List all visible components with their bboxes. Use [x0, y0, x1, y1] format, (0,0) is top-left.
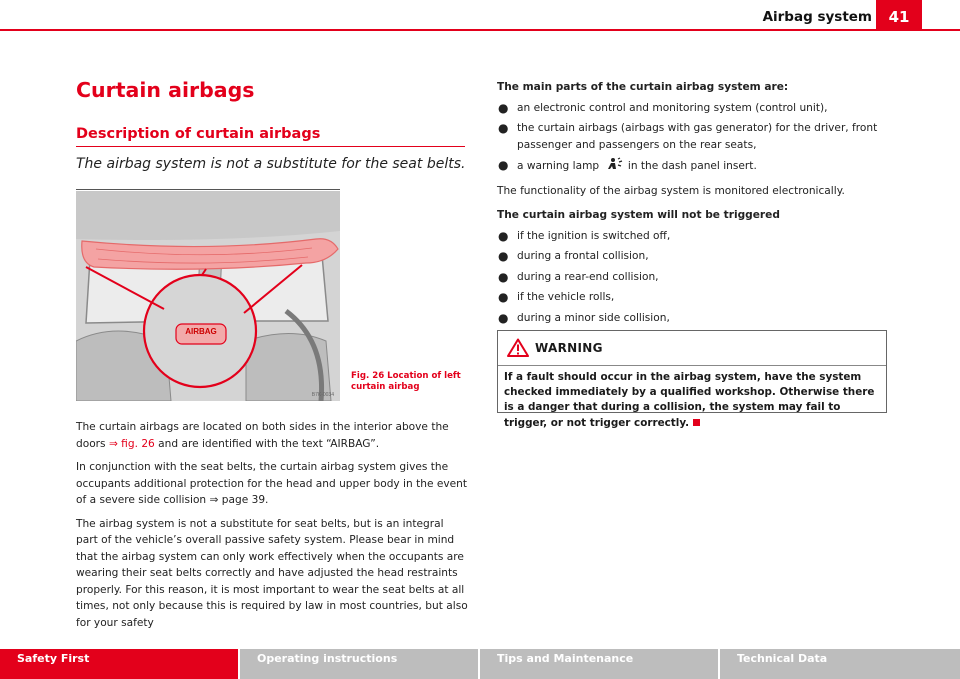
figure-caption-line1: Fig. 26 Location of left — [351, 371, 461, 381]
list-item — [497, 157, 887, 175]
bullet-icon: ● — [498, 269, 509, 284]
p1-text-a: The curtain airbags are located on both sides in the interior above the doors — [76, 421, 449, 450]
not-triggered-item-1: if the ignition is switched off, — [517, 229, 671, 242]
bullet-icon: ● — [498, 310, 509, 325]
warning-header — [498, 331, 886, 366]
warning-label: WARNING — [535, 341, 603, 355]
figure-code: B7K-0034 — [311, 392, 334, 398]
part-item-1: an electronic control and monitoring system (control unit), — [517, 101, 828, 114]
section-title: Curtain airbags — [76, 78, 255, 102]
warning-triangle-icon — [507, 338, 529, 357]
paragraph-location — [76, 419, 468, 452]
subsection-title: Description of curtain airbags — [76, 126, 321, 142]
bullet-icon: ● — [498, 121, 509, 135]
warning-box — [497, 330, 887, 429]
end-of-section-marker — [693, 419, 700, 426]
left-body — [76, 419, 468, 638]
monitored-text: The functionality of the airbag system is monitored electronically. — [497, 184, 845, 197]
lamp-before: a warning lamp — [517, 160, 600, 172]
lead-text: The airbag system is not a substitute for the seat belts. — [76, 156, 466, 172]
list-item — [497, 248, 887, 265]
tab-tips-and-maintenance[interactable]: Tips and Maintenance — [480, 649, 718, 679]
right-column — [497, 79, 887, 326]
header-rule — [0, 29, 960, 31]
list-item — [497, 289, 887, 306]
airbag-warning-lamp-icon — [607, 157, 623, 171]
bullet-icon: ● — [498, 228, 509, 243]
bullet-icon: ● — [498, 158, 509, 172]
not-triggered-item-2: during a frontal collision, — [517, 250, 649, 262]
not-triggered-heading: The curtain airbag system will not be triggered — [497, 209, 780, 221]
warning-text: If a fault should occur in the airbag system, have the system checked immediately by a qualified workshop. Otherwise there is a danger that during a collision, the system may fail to trigger, or not trigger correctly. — [504, 371, 875, 429]
parts-heading: The main parts of the curtain airbag system are: — [497, 81, 789, 93]
car-interior-illustration — [76, 191, 340, 401]
bullet-icon: ● — [498, 100, 509, 115]
paragraph-not-substitute: The airbag system is not a substitute for seat belts, but is an integral part of the vehicle’s overall passive safety system. Please bear in mind that the airbag system can only work effectively when the occupants are wearing their seat belts correctly and have adjusted the head restraints properly. For this reason, it is most important to wear the seat belts at all times, not only because this is required by law in most countries, but also for your safety — [76, 517, 468, 629]
not-triggered-item-5: during a minor side collision, — [517, 311, 670, 324]
figure-caption — [351, 371, 461, 393]
header-title: Airbag system — [762, 9, 872, 25]
curtain-airbag-figure — [76, 191, 340, 401]
page-number: 41 — [876, 0, 922, 31]
page-header — [0, 0, 960, 30]
list-item — [497, 228, 887, 245]
bullet-icon: ● — [498, 249, 509, 263]
lamp-after: in the dash panel insert. — [624, 160, 757, 172]
list-item — [497, 310, 887, 327]
p1-text-b: and are identified with the text “AIRBAG”. — [154, 437, 380, 450]
figure-caption-line2: curtain airbag — [351, 382, 420, 392]
tab-technical-data[interactable]: Technical Data — [720, 649, 960, 679]
list-item — [497, 100, 887, 117]
footer-nav — [0, 649, 960, 679]
warning-text-block — [498, 366, 886, 431]
list-item — [497, 269, 887, 286]
bullet-icon: ● — [498, 290, 509, 304]
tab-safety-first[interactable]: Safety First — [0, 649, 238, 679]
figure-top-rule — [76, 189, 340, 190]
subsection-rule — [76, 146, 465, 147]
not-triggered-item-3: during a rear-end collision, — [517, 270, 659, 283]
tab-operating-instructions[interactable]: Operating instructions — [240, 649, 478, 679]
list-item — [497, 120, 887, 153]
not-triggered-item-4: if the vehicle rolls, — [517, 291, 615, 303]
figure-link[interactable]: ⇒ fig. 26 — [108, 437, 155, 450]
part-item-2: the curtain airbags (airbags with gas generator) for the driver, front passenger and passengers on the rear seats, — [517, 122, 878, 151]
paragraph-protection: In conjunction with the seat belts, the curtain airbag system gives the occupants additional protection for the head and upper body in the event of a severe side collision ⇒ page 39. — [76, 461, 468, 506]
airbag-badge-label: AIRBAG — [185, 327, 217, 336]
